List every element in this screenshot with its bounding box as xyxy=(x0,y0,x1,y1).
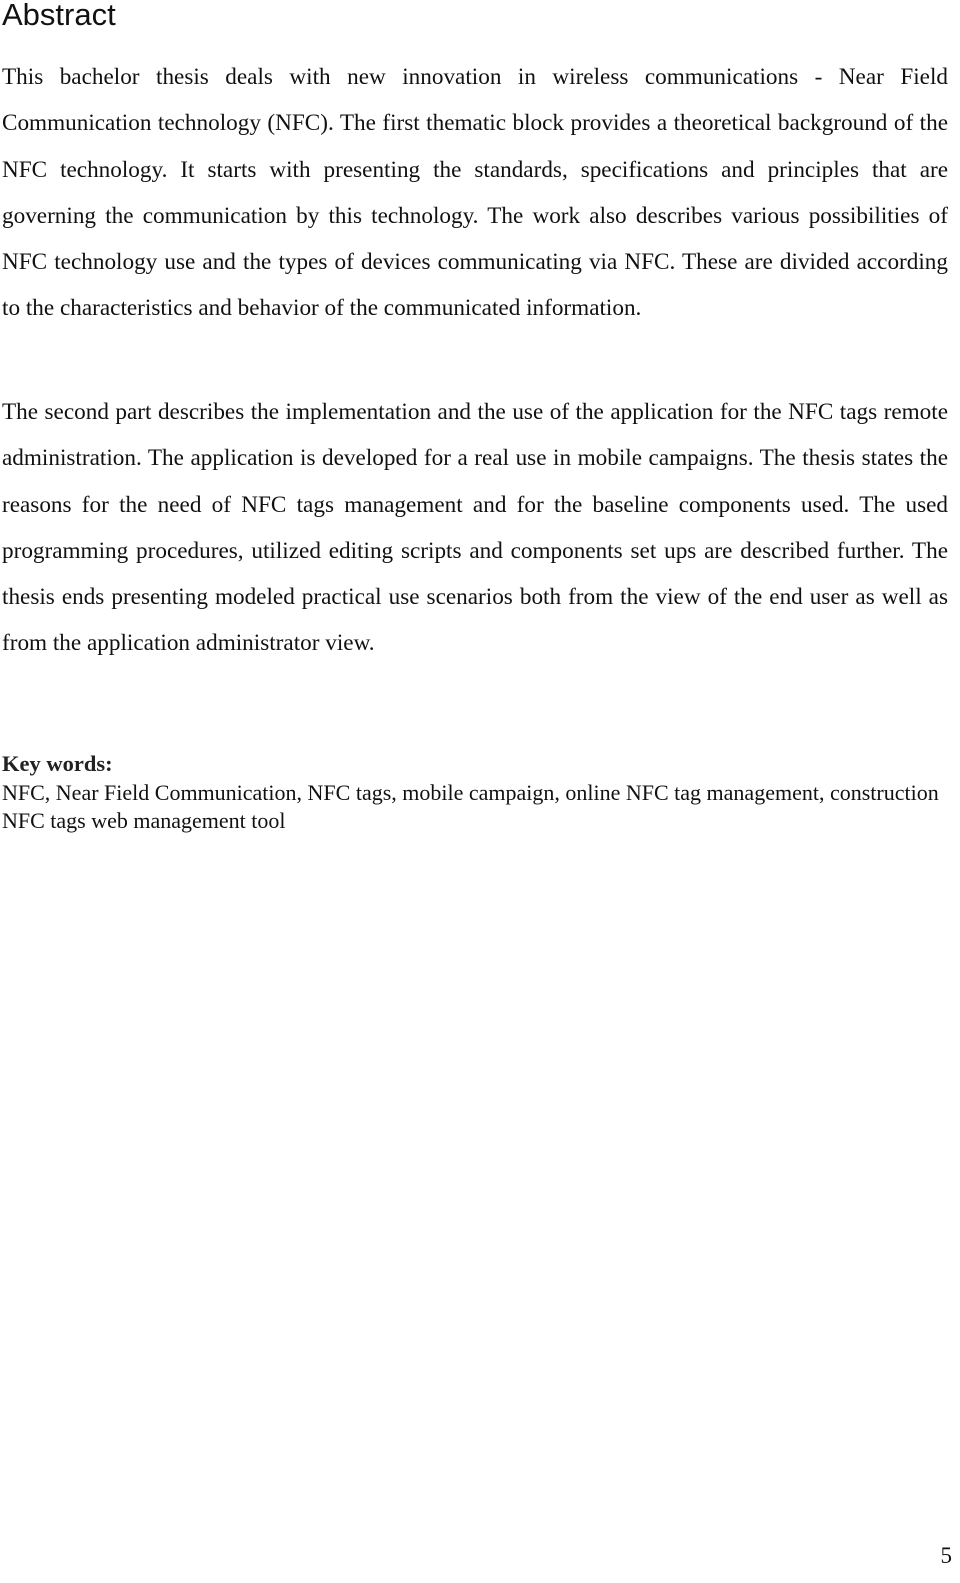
page-title: Abstract xyxy=(2,0,116,32)
page-number: 5 xyxy=(940,1543,952,1568)
abstract-paragraph-1: This bachelor thesis deals with new innovation in wireless communications - Near Field Communication technology (NFC). The first thematic block provides a theoretical background of the NFC technology. It starts with presenting the standards, specifications and principles that are governing the communication by this technology. The work also describes various possibilities of NFC technology use and the types of devices communicating via NFC. These are divided according to the characteristics and behavior of the communicated information. xyxy=(2,64,948,322)
keywords-label: Key words: xyxy=(2,751,113,776)
abstract-paragraph-2: The second part describes the implementation and the use of the application for the NFC tags remote administration. The application is developed for a real use in mobile campaigns. The thesis states the reasons for the need of NFC tags management and for the baseline components used. The used programming procedures, utilized editing scripts and components set ups are described further. The thesis ends presenting modeled practical use scenarios both from the view of the end user as well as from the application administrator view. xyxy=(2,399,948,657)
keywords-text: NFC, Near Field Communication, NFC tags, mobile campaign, online NFC tag management, construction NFC tags web management tool xyxy=(2,780,939,833)
